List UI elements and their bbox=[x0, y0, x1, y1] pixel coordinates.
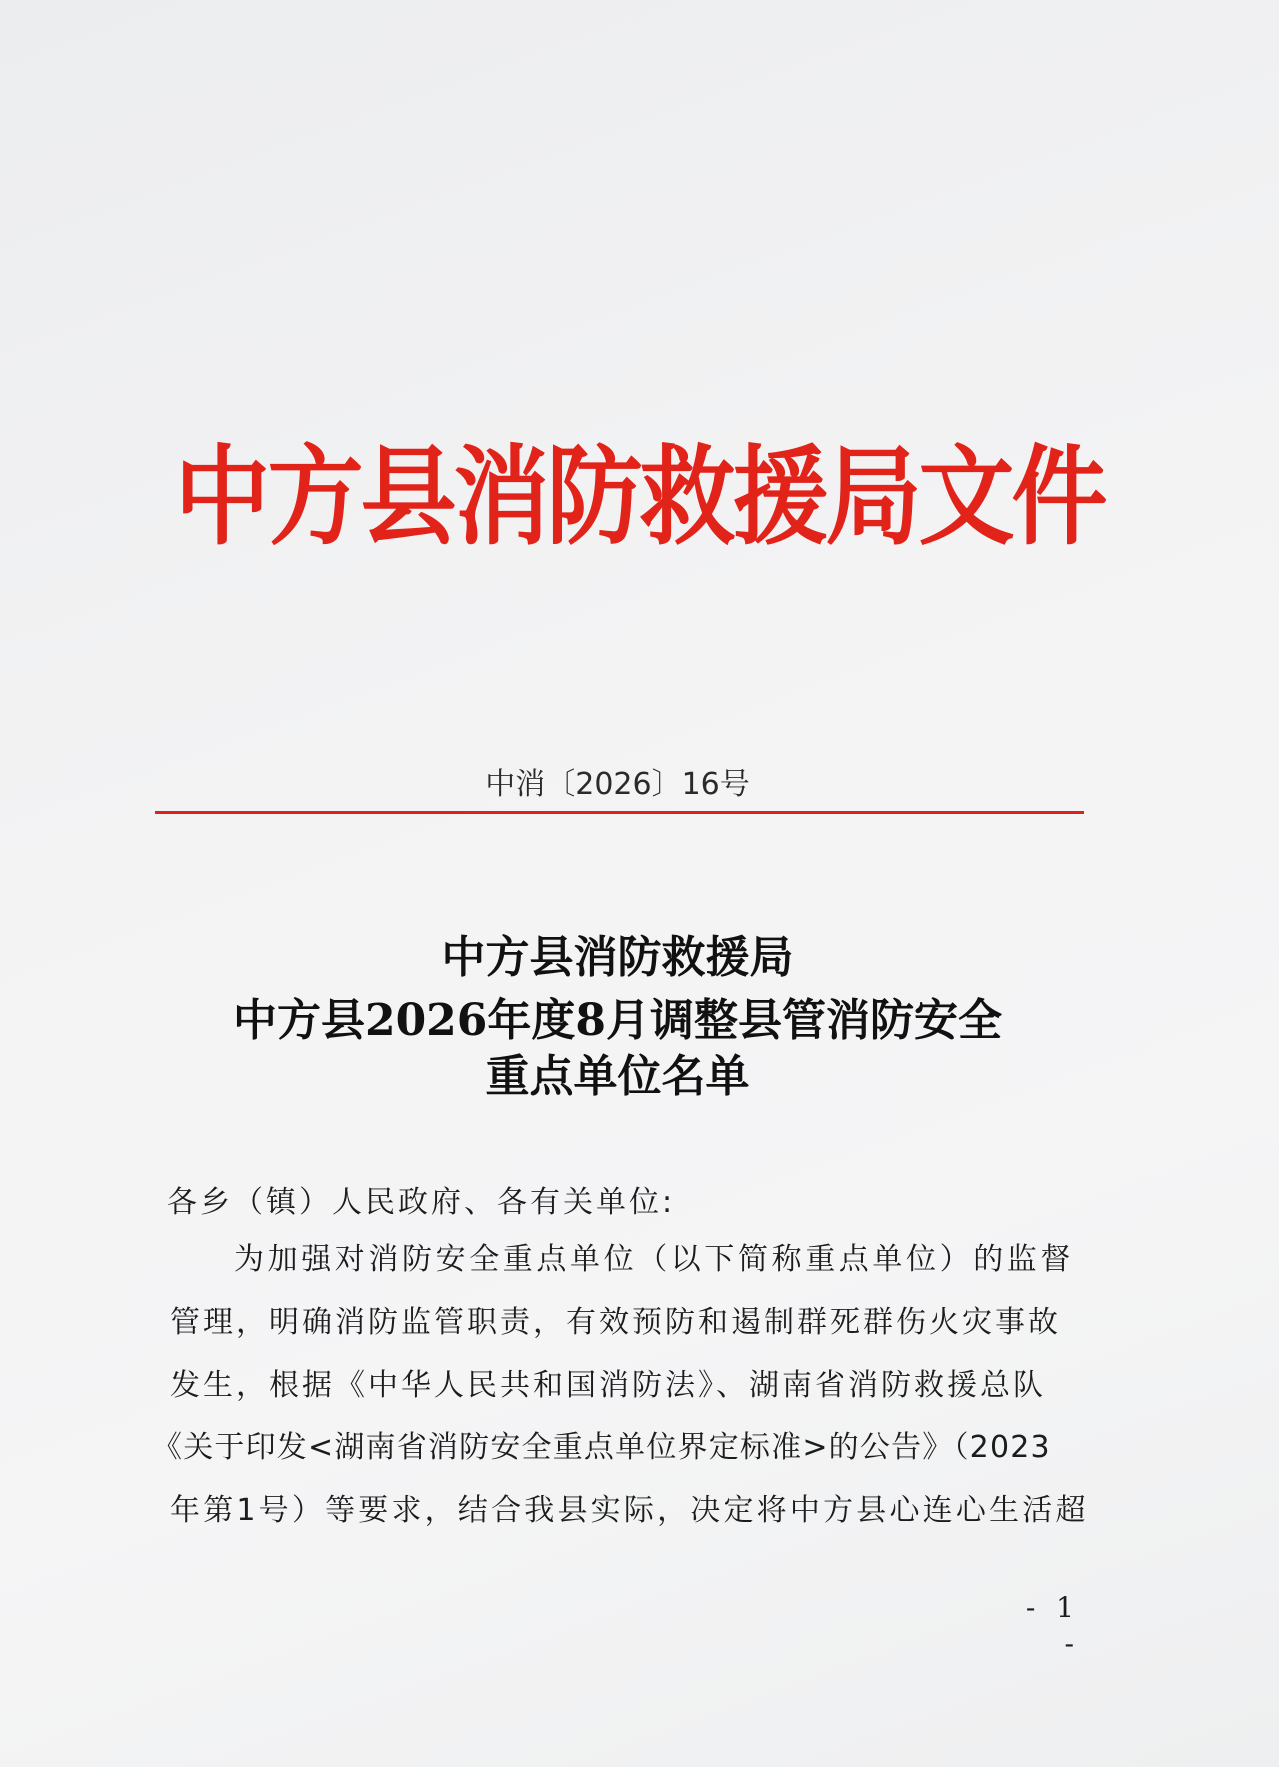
body-line-3: 发生，根据《中华人民共和国消防法》、湖南省消防救援总队 bbox=[170, 1368, 1046, 1403]
document-title-line-1: 中方县消防救援局 bbox=[441, 932, 794, 983]
document-title-line-2: 中方县2026年度8月调整县管消防安全 bbox=[232, 995, 1003, 1046]
document-number: 中消〔2026〕16号 bbox=[485, 767, 750, 802]
document-title-line-3: 重点单位名单 bbox=[485, 1051, 750, 1102]
body-line-2: 管理，明确消防监管职责，有效预防和遏制群死群伤火灾事故 bbox=[170, 1305, 1061, 1340]
body-line-4: 《关于印发<湖南省消防安全重点单位界定标准>的公告》（2023 bbox=[152, 1430, 1051, 1465]
page-number: - 1 - bbox=[1025, 1591, 1080, 1660]
salutation: 各乡（镇）人民政府、各有关单位: bbox=[167, 1185, 676, 1220]
masthead-title: 中方县消防救援局文件 bbox=[174, 433, 1105, 560]
red-divider-line bbox=[155, 811, 1084, 814]
body-line-1: 为加强对消防安全重点单位（以下简称重点单位）的监督 bbox=[234, 1242, 1074, 1277]
body-line-5: 年第1号）等要求，结合我县实际，决定将中方县心连心生活超 bbox=[170, 1493, 1089, 1528]
